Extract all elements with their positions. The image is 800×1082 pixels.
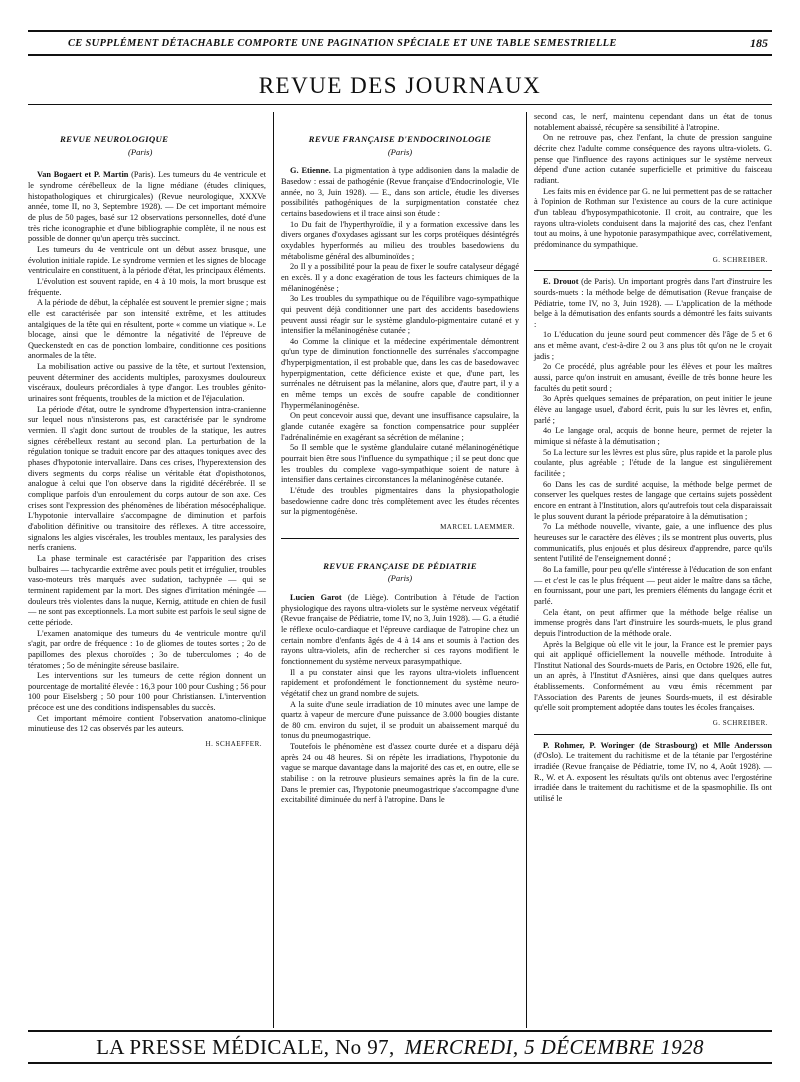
article-paragraph: Les interventions sur les tumeurs de cette région donnent un pourcentage de mortalité élevée : 16,3 pour 100 pour Cushing ; 56 pour 100 pour Eiselsberg ; 50 pour 100 pour Christiansen. L'intervention précoce est une des conditions indispensables du succès. <box>28 671 266 713</box>
column-3 <box>526 112 772 1028</box>
section-sub-pediatrie: (Paris) <box>387 573 413 584</box>
article-paragraph: 1o L'éducation du jeune sourd peut commencer dès l'âge de 5 et 6 ans et même avant, c'est-à-dire 2 ou 3 ans plus tôt qu'on ne le croyait jadis ; <box>534 330 772 361</box>
page-footer <box>28 1030 772 1064</box>
article-paragraph: 3o Les troubles du sympathique ou de l'équilibre vago-sympathique qui peuvent déjà conditionner une part des accidents basedowiens peuvent aussi réagir sur le système glandulo-pigmentaire cutané et y intensifier la mélaninogénèse cutanée ; <box>281 294 519 336</box>
article-paragraph: 4o Le langage oral, acquis de bonne heure, permet de rejeter la mimique si néfaste à la démutisation ; <box>534 426 772 447</box>
article-paragraph: La mobilisation active ou passive de la tête, et surtout l'extension, peuvent déterminer des accidents multiples, paroxysmes douloureux viscéraux, douleurs précordiales à type d'angor. Les troubles génito-urinaires sont fréquents, troubles de la miction et de l'éjaculation. <box>28 362 266 404</box>
article-paragraph: L'évolution est souvent rapide, en 4 à 10 mois, la mort brusque est fréquente. <box>28 276 266 297</box>
article-paragraph: P. Rohmer, P. Woringer (de Strasbourg) et Mlle Andersson (d'Oslo). Le traitement du rachitisme et de la tétanie par l'ergostérine irradiée (Revue française de Pédiatrie, tome IV, no 4, Août 1928). — R., W. et A. exposent les résultats qu'ils ont obtenus avec l'ergostérine irradiée dans le traitement du rachitisme et de la spasmophilie. Ils ont utilisé le <box>534 740 772 804</box>
article-paragraph: 7o La méthode nouvelle, vivante, gaie, a une influence des plus heureuses sur le caractère des élèves ; ils se montrent plus ouverts, plus communicatifs, plus enjoués et plus désireux d'apprendre, parce qu'ils sentent l'utilité de l'enseignement donné ; <box>534 522 772 564</box>
article-author: Lucien Garot <box>290 592 342 602</box>
article-paragraph: Les faits mis en évidence par G. ne lui permettent pas de se rattacher à l'opinion de Rothman sur l'existence au cours de la cure actinique d'un tableau d'hyposympathicotonie. Il croit, au contraire, que les rayons ultra-violets conduisent dans la majorité des cas, chez l'enfant tout au moins, à une hypotonie parasympathique avec, corrélativement, prédominance du sympathique. <box>534 186 772 249</box>
article-paragraph: Il a pu constater ainsi que les rayons ultra-violets influencent rapidement et profondément le fonctionnement du système neuro-végétatif chez un grand nombre de sujets. <box>281 667 519 698</box>
title-rule <box>28 104 772 105</box>
article-paragraph: 2o Ce procédé, plus agréable pour les élèves et pour les maîtres aussi, parce qu'on instruit en amusant, éveille de très bonne heure les facultés du petit sourd ; <box>534 362 772 393</box>
page-title: REVUE DES JOURNAUX <box>258 73 542 98</box>
signature: H. SCHAEFFER. <box>205 740 262 749</box>
article-paragraph: 3o Après quelques semaines de préparation, on peut initier le jeune élève au langage usuel, d'abord écrit, puis lu sur les lèvres et, enfin, parlé ; <box>534 394 772 425</box>
article-paragraph: Van Bogaert et P. Martin (Paris). Les tumeurs du 4e ventricule et le syndrome cérébelleux de la ligne médiane (études cliniques, histopathologiques et chirurgicales) (Revue neurologique, XXXVe année, tome II, no 3, Septembre 1928). — De cet important mémoire de plus de 50 pages, basé sur 12 observations personnelles, doté d'une très riche iconographie et d'une bibliographie complète, il ne nous est possible de donner qu'un aperçu très succinct. <box>28 170 266 244</box>
article-paragraph: A la période de début, la céphalée est souvent le premier signe ; mais elle est caractérisée par son intensité extrême, et les attitudes antalgiques de la tête qui en résultent, porte « comme un viatique ». Le blocage, ainsi que le démontre la négativité de l'épreuve de Queckenstedt en cas de ponction lombaire, conditionne ces positions anormales de la tête. <box>28 298 267 361</box>
section-heading-neurologique: REVUE NEUROLOGIQUE <box>60 134 169 144</box>
footer-journal: LA PRESSE MÉDICALE, No 97, <box>96 1034 395 1059</box>
article-paragraph: On peut concevoir aussi que, devant une insuffisance capsulaire, la glande cutanée exagère sa fonction compensatrice pour suppléer l'adrénalinémie en exagérant sa sécrétion de mélanine ; <box>281 411 519 442</box>
article-paragraph: 4o Comme la clinique et la médecine expérimentale démontrent qu'un type de diminution fonctionnelle des surrénales s'accompagne d'hyperpigmentation, il est probable que, dans les cas de basedowavec hyperpigmentation, cette déficience existe et que, d'une part, les surrénales ne détruisent pas la mélanine, alors que, d'autre part, il y a en même temps un excès de soufre capable de conditionner l'hypermélaninogénèse. <box>281 336 519 410</box>
column-1 <box>28 112 273 1028</box>
article-paragraph: Cet important mémoire contient l'observation anatomo-clinique minutieuse des 12 cas observés par les auteurs. <box>28 713 266 734</box>
section-divider <box>281 538 519 539</box>
article-paragraph: second cas, le nerf, maintenu cependant dans un état de tonus notablement abaissé, récupère sa sensibilité à l'atropine. <box>534 112 772 132</box>
article-author: Van Bogaert et P. Martin <box>37 170 129 180</box>
article-paragraph: G. Etienne. La pigmentation à type addisonien dans la maladie de Basedow : essai de pathogénie (Revue française d'Endocrinologie, VIe année, no 3, Juin 1928). — E., dans son article, étudie les diverses possibilités pathogéniques de la surpigmentation constatée chez certains basedowiens et il trace ainsi son étude : <box>281 166 520 218</box>
section-heading-endocrinologie: REVUE FRANÇAISE D'ENDOCRINOLOGIE <box>308 134 492 144</box>
article-paragraph: 5o La lecture sur les lèvres est plus sûre, plus rapide et la parole plus coulante, plus agréable ; l'étude de la langue est singulièrement facilitée ; <box>534 447 772 478</box>
page-number: 185 <box>750 35 768 50</box>
running-header <box>28 30 772 56</box>
article-divider <box>534 734 772 735</box>
article-paragraph: Les tumeurs du 4e ventricule ont un début assez brusque, une évolution initiale rapide. Le syndrome vermien et les signes de blocage ventriculaire en constituent, à la période d'état, les principaux éléments. <box>28 244 266 276</box>
article-paragraph: La période d'état, outre le syndrome d'hypertension intra-cranienne sur lequel nous n'insisterons pas, est caractérisée par le syndrome vermien. Il s'agit donc surtout de troubles de la statique, les autres signes cérébelleux restant au second plan. La perturbation de la régulation tonique se traduit encore par des attaques toniques avec des phases d'hypotonie intervallaire. Dans ces crises, l'hyperextension des divers segments du corps réalise un véritable état d'opisthotonos, analogue à celui que l'on observe dans la rigidité décérébrée. Il se complique parfois d'un enroulement du corps autour de son axe. Ces crises sont l'expression des phénomènes de libération mésocéphalique. L'hypotonie intervallaire s'accompagne de diminution et parfois d'abolition définitive ou transitoire des réflexes. A titre accessoire, signalons les algies viscérales, les troubles mentaux, les paralysies des nerfs craniens. <box>28 404 266 553</box>
article-paragraph: 5o Il semble que le système glandulaire cutané mélaninogénétique pourrait bien être sous l'influence du sympathique ; il se peut donc que les troubles du complexe vago-sympathique soient de nature à intensifier dans certaines circonstances la mélaninogénèse cutanée. <box>281 443 519 485</box>
article-paragraph: 8o La famille, pour peu qu'elle s'intéresse à l'éducation de son enfant — et c'est le cas le plus fréquent — peut aider le maître dans sa tâche, en fournissant, pour une part, les premiers éléments du langage écrit et parlé. <box>534 564 772 606</box>
article-paragraph: E. Drouot (de Paris). Un important progrès dans l'art d'instruire les sourds-muets : la méthode belge de démutisation (Revue française de Pédiatrie, tome IV, no 3, Juin 1928). — L'application de la méthode belge à la démutisation des enfants sourds a démontré les faits suivants : <box>534 277 772 329</box>
section-sub-endocrinologie: (Paris) <box>387 146 413 157</box>
column-2 <box>273 112 526 1028</box>
supplement-notice: CE SUPPLÉMENT DÉTACHABLE COMPORTE UNE PAGINATION SPÉCIALE ET UNE TABLE SEMESTRIELLE <box>68 37 617 49</box>
article-paragraph: Toutefois le phénomène est d'assez courte durée et a disparu déjà après 24 ou 48 heures. Si on répète les irradiations, l'hypotonie du vague se marque davantage dans la majorité des cas et, en outre, elle se stabilise : on la retrouve plusieurs semaines après la fin de la cure. Dans le premier cas, l'hypotonie pneumogastrique s'accompagne d'une excitabilité diminuée du nerf à l'atropine. Dans le <box>281 742 519 805</box>
signature: G. SCHREIBER. <box>712 255 768 264</box>
article-paragraph: L'examen anatomique des tumeurs du 4e ventricule montre qu'il s'agit, par ordre de fréquence : 1o de gliomes de toutes sortes ; 2o de papillomes des plexus choroïdes ; 3o de tuberculomes ; 4o de tératomes ; 5o de méningite séreuse basilaire. <box>28 628 266 670</box>
article-author: G. Etienne. <box>290 166 331 176</box>
article-paragraph: Cela étant, on peut affirmer que la méthode belge réalise un immense progrès dans l'art d'instruire les sourds-muets, le plus grand depuis l'introduction de la méthode orale. <box>534 607 772 638</box>
article-paragraph: A la suite d'une seule irradiation de 10 minutes avec une lampe de quartz à vapeur de mercure d'une puissance de 3.000 bougies distante de 80 cm. environ du sujet, il se produit un abaissement marqué du tonus du pneumogastrique. <box>281 699 519 741</box>
article-paragraph: 6o Dans les cas de surdité acquise, la méthode belge permet de conserver les quelques restes de langage que certains sujets possèdent encore en entrant à l'Institution, alors qu'autrefois tout cela disparaissait le plus souvent durant la période préparatoire à la démutisation ; <box>534 479 772 521</box>
footer-date: MERCREDI, 5 DÉCEMBRE 1928 <box>404 1034 704 1059</box>
article-paragraph: On ne retrouve pas, chez l'enfant, la chute de pression sanguine décrite chez l'adulte comme conséquence des rayons ultra-violets. G. pense que l'influence des rayons actiniques sur le système nerveux dépend d'une action cutanée superficielle et primitive du faisceau radiant. <box>534 133 772 185</box>
article-paragraph: La phase terminale est caractérisée par l'apparition des crises bulbaires — tachycardie extrême avec pouls petit et irrégulier, troubles vaso-moteurs très marqués avec sudation, tachypnée — qui se terminent rapidement par la mort. Des signes d'irritation méningée — douleurs très violentes dans la nuque, Kernig, attitude en chien de fusil — ne sont pas exceptionnels. La mort subite est parfois le seul signe de cette période. <box>28 553 266 627</box>
article-author: E. Drouot <box>543 277 579 287</box>
signature: G. SCHREIBER. <box>712 719 768 728</box>
article-paragraph: Lucien Garot (de Liège). Contribution à l'étude de l'action physiologique des rayons ultra-violets sur le système nerveux végétatif (Revue française de Pédiatrie, tome IV, no 3, Juin 1928). — G. a étudié le réflexe oculo-cardiaque et l'épreuve cardiaque de l'atropine chez un certain nombre d'enfants âgés de 4 à 14 ans et soumis à l'action des rayons ultra-violets, afin de rechercher si ces rayons modifient le fonctionnement du système nerveux parasympathique. <box>281 592 520 666</box>
section-heading-pediatrie: REVUE FRANÇAISE DE PÉDIATRIE <box>323 560 477 571</box>
article-paragraph: Après la Belgique où elle vit le jour, la France est le premier pays qui ait appliqué officiellement la nouvelle méthode. Introduite à l'Institut National des Sourds-muets de Paris, en Octobre 1926, elle fut, un an après, à l'Institut d'Asnières, ainsi que dans quelques autres établissements. Conformément au vœu émis récemment par l'Association des Parents de jeunes Sourds-muets, il est désirable qu'elle soit promptement adoptée dans toutes les écoles françaises. <box>534 639 772 713</box>
article-divider <box>534 270 772 271</box>
article-author: P. Rohmer, P. Woringer (de Strasbourg) et Mlle Andersson <box>543 740 772 750</box>
article-paragraph: 1o Du fait de l'hyperthyroïdie, il y a formation excessive dans les divers organes d'oxydases agissant sur les corps protéiques désintégrés oxydables hyperformés au milieu des troubles basedowiens du métabolisme général des albuminoïdes ; <box>281 219 519 261</box>
signature: MARCEL LAEMMER. <box>440 522 515 531</box>
columns <box>28 112 772 1028</box>
article-paragraph: L'étude des troubles pigmentaires dans la physiopathologie basedowienne cadre donc très complètement avec les études récentes sur la pigmentogénèse. <box>281 486 519 517</box>
section-sub-neurologique: (Paris) <box>128 146 153 157</box>
article-paragraph: 2o Il y a possibilité pour la peau de fixer le soufre catalyseur dégagé en excès. Il y a donc exagération de tous les facteurs chimiques de la mélaninogénèse ; <box>281 262 519 293</box>
